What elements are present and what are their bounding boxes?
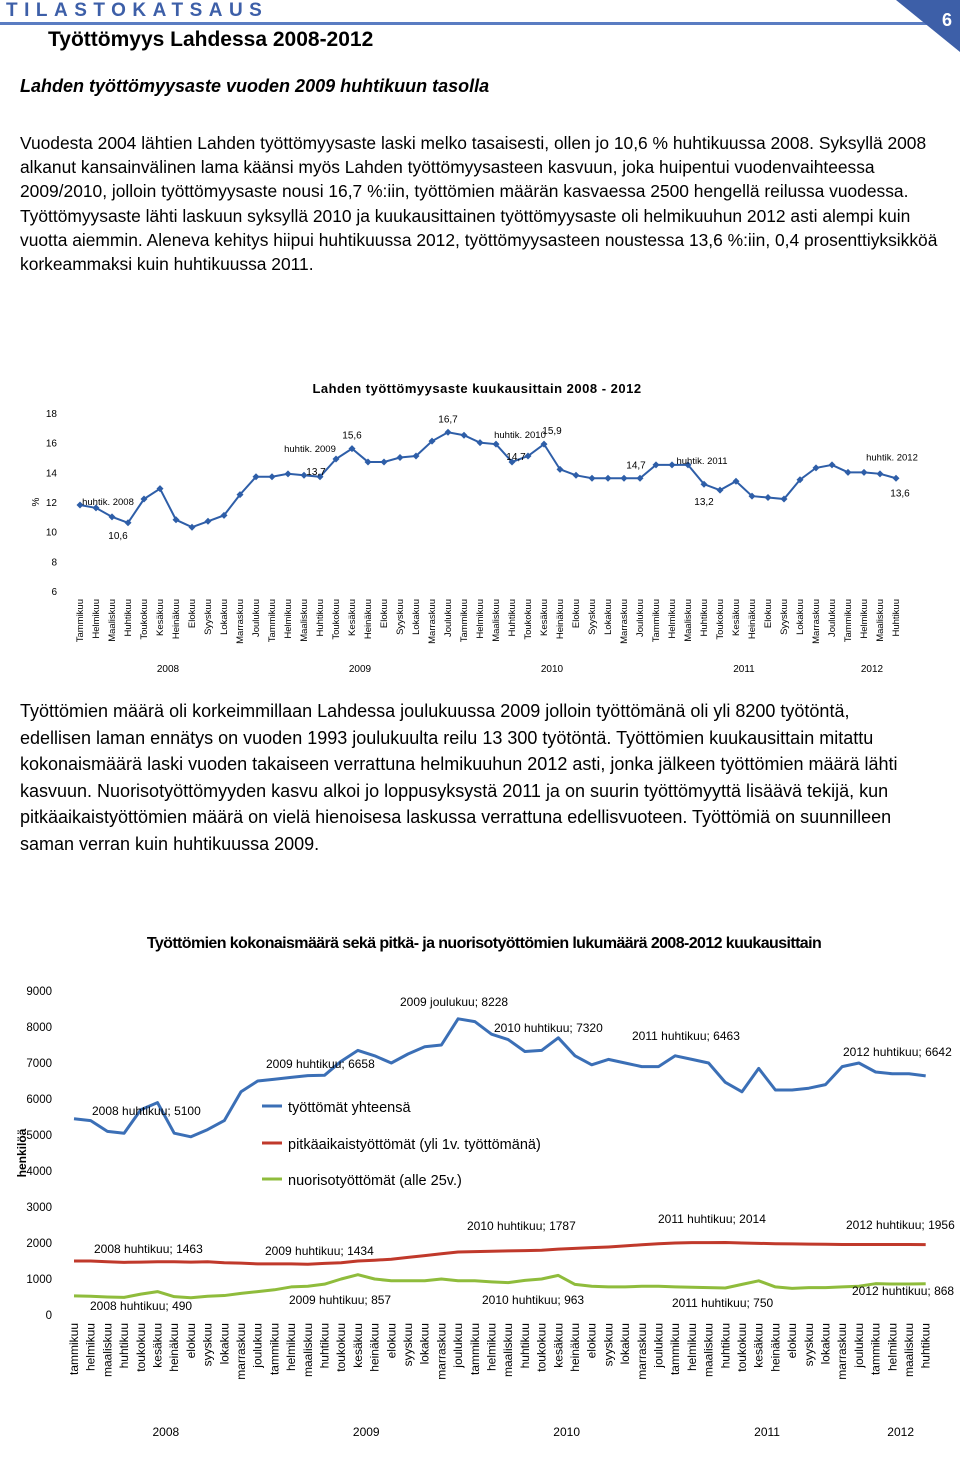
unemployment-rate-chart bbox=[0, 375, 960, 675]
month-tick-label: Joulukuu bbox=[443, 599, 454, 638]
month-tick-label: Tammikuu bbox=[843, 599, 854, 643]
month-tick-label: Tammikuu bbox=[459, 599, 470, 643]
month-tick-label: kesäkuu bbox=[150, 1323, 165, 1368]
data-callout: 2012 huhtikuu; 1956 bbox=[846, 1218, 955, 1232]
month-tick-label: helmikuu bbox=[684, 1323, 699, 1372]
data-callout: 2008 huhtikuu; 1463 bbox=[94, 1242, 203, 1256]
data-callout: 2011 huhtikuu; 2014 bbox=[658, 1212, 766, 1226]
month-tick-label: joulukuu bbox=[851, 1323, 866, 1368]
month-tick-label: heinäkuu bbox=[768, 1323, 783, 1372]
month-tick-label: Kesäkuu bbox=[539, 599, 550, 636]
y-tick-label: 8000 bbox=[26, 1022, 52, 1034]
rate-line bbox=[80, 429, 896, 527]
rate-marker bbox=[589, 475, 596, 482]
month-tick-label: Lokakuu bbox=[411, 599, 422, 635]
rate-marker bbox=[877, 470, 884, 477]
point-annotation-value: 15,6 bbox=[342, 430, 362, 442]
year-label: 2010 bbox=[540, 664, 564, 675]
y-tick-label: 9000 bbox=[26, 986, 52, 998]
legend-label: pitkäaikaistyöttömät (yli 1v. työttömänä) bbox=[288, 1137, 541, 1153]
month-tick-label: Toukokuu bbox=[715, 599, 726, 640]
month-tick-label: Syyskuu bbox=[395, 599, 406, 635]
y-tick-label: 1000 bbox=[26, 1274, 52, 1286]
point-annotation-value: 14,7 bbox=[626, 460, 646, 472]
month-tick-label: kesäkuu bbox=[751, 1323, 766, 1368]
point-annotation-value: 13,6 bbox=[890, 488, 910, 500]
y-tick-label: 10 bbox=[45, 527, 57, 539]
data-callout: 2008 huhtikuu; 490 bbox=[90, 1299, 193, 1313]
y-tick-label: 16 bbox=[45, 438, 57, 450]
rate-marker bbox=[173, 516, 180, 523]
month-tick-label: Joulukuu bbox=[251, 599, 262, 638]
month-tick-label: toukokuu bbox=[735, 1323, 749, 1372]
y-tick-label: 8 bbox=[51, 557, 57, 569]
point-annotation-value: 10,6 bbox=[108, 530, 128, 542]
month-tick-label: Tammikuu bbox=[267, 599, 278, 643]
rate-marker bbox=[845, 469, 852, 476]
month-tick-label: kesäkuu bbox=[551, 1323, 566, 1368]
data-callout: 2011 huhtikuu; 750 bbox=[672, 1296, 774, 1310]
month-tick-label: Maaliskuu bbox=[683, 599, 694, 642]
month-tick-label: Heinäkuu bbox=[747, 599, 758, 640]
month-tick-label: marraskuu bbox=[234, 1323, 248, 1380]
month-tick-label: joulukuu bbox=[651, 1323, 666, 1368]
rate-marker bbox=[397, 454, 404, 461]
point-annotation-label: huhtik. 2008 bbox=[82, 496, 134, 508]
month-tick-label: Marraskuu bbox=[619, 599, 630, 644]
series-line-0 bbox=[74, 1019, 926, 1137]
month-tick-label: Elokuu bbox=[571, 599, 582, 629]
point-annotation-value: 16,7 bbox=[438, 414, 458, 426]
y-tick-label: 4000 bbox=[26, 1166, 52, 1178]
month-tick-label: Marraskuu bbox=[235, 599, 246, 644]
y-tick-label: 12 bbox=[45, 498, 57, 509]
month-tick-label: Maaliskuu bbox=[299, 599, 310, 642]
year-label: 2010 bbox=[553, 1425, 581, 1439]
y-tick-label: 3000 bbox=[26, 1202, 52, 1214]
rate-marker bbox=[381, 458, 388, 465]
month-tick-label: Tammikuu bbox=[75, 599, 86, 643]
data-callout: 2009 huhtikuu; 857 bbox=[289, 1293, 392, 1307]
y-tick-label: 0 bbox=[45, 1310, 52, 1322]
month-tick-label: Lokakuu bbox=[603, 599, 614, 635]
month-tick-label: Huhtikuu bbox=[699, 599, 710, 637]
month-tick-label: Toukokuu bbox=[523, 599, 534, 640]
month-tick-label: syyskuu bbox=[801, 1323, 816, 1367]
month-tick-label: Helmikuu bbox=[283, 599, 294, 639]
month-tick-label: Lokakuu bbox=[219, 599, 230, 635]
y-axis-label: henkilöä bbox=[15, 1128, 29, 1178]
month-tick-label: syyskuu bbox=[401, 1323, 415, 1367]
chart-title: Työttömien kokonaismäärä sekä pitkä- ja nuorisotyöttömien lukumäärä 2008-2012 kuukausittain bbox=[146, 935, 822, 952]
month-tick-label: syyskuu bbox=[200, 1323, 215, 1367]
month-tick-label: elokuu bbox=[785, 1323, 800, 1359]
month-tick-label: tammikuu bbox=[868, 1323, 883, 1376]
month-tick-label: Helmikuu bbox=[859, 599, 870, 639]
month-tick-label: Maaliskuu bbox=[875, 599, 886, 642]
month-tick-label: Elokuu bbox=[379, 599, 390, 629]
month-tick-label: Maaliskuu bbox=[491, 599, 502, 642]
page-number: 6 bbox=[941, 10, 952, 30]
rate-marker bbox=[205, 518, 212, 525]
month-tick-label: lokakuu bbox=[217, 1323, 232, 1365]
month-tick-label: huhtikuu bbox=[117, 1323, 132, 1369]
month-tick-label: Elokuu bbox=[187, 599, 198, 629]
month-tick-label: huhtikuu bbox=[317, 1323, 332, 1369]
data-callout: 2010 huhtikuu; 963 bbox=[482, 1293, 585, 1307]
y-axis-label: % bbox=[31, 497, 42, 507]
y-tick-label: 7000 bbox=[26, 1058, 52, 1070]
rate-marker bbox=[621, 475, 628, 482]
y-tick-label: 6 bbox=[51, 587, 57, 598]
point-annotation-label: huhtik. 2010 bbox=[494, 429, 546, 441]
month-tick-label: tammikuu bbox=[67, 1323, 81, 1376]
month-tick-label: Toukokuu bbox=[331, 599, 342, 640]
year-label: 2011 bbox=[754, 1425, 780, 1439]
month-tick-label: Marraskuu bbox=[427, 599, 438, 644]
month-tick-label: Huhtikuu bbox=[891, 599, 902, 637]
month-tick-label: Kesäkuu bbox=[731, 599, 742, 636]
month-tick-label: toukokuu bbox=[133, 1323, 148, 1372]
month-tick-label: Lokakuu bbox=[795, 599, 806, 635]
month-tick-label: elokuu bbox=[384, 1323, 399, 1359]
rate-marker bbox=[861, 469, 868, 476]
month-tick-label: Joulukuu bbox=[635, 599, 646, 638]
month-tick-label: marraskuu bbox=[434, 1323, 449, 1380]
month-tick-label: helmikuu bbox=[885, 1323, 900, 1372]
rate-marker bbox=[669, 461, 676, 468]
data-callout: 2012 huhtikuu; 868 bbox=[852, 1284, 955, 1298]
month-tick-label: marraskuu bbox=[634, 1323, 649, 1380]
month-tick-label: Huhtikuu bbox=[123, 599, 134, 637]
intro-paragraph: Vuodesta 2004 lähtien Lahden työttömyysaste laski melko tasaisesti, ollen jo 10,6 % huhtikuussa 2008. Syksyllä 2008 alkanut kansainvälinen lama käänsi myös Lahden työttömyysasteen kasvuun, joka huipentui vuodenvaihteessa 2009/2010, jolloin työttömyysaste nousi 16,7 %:iin, työttömien määrän kasvaessa 2500 hengellä reilussa vuodessa. Työttömyysaste lähti laskuun syksyllä 2010 ja kuukausittainen työttömyysaste oli helmikuuhun 2012 asti alempi kuin vuotta aiemmin. Aleneva kehitys hiipui huhtikuussa 2012, työttömyysasteen noustessa 13,6 %:iin, 0,4 prosenttiyksikköä korkeammaksi kuin huhtikuussa 2011. bbox=[20, 133, 938, 275]
month-tick-label: Kesäkuu bbox=[347, 599, 358, 636]
y-tick-label: 18 bbox=[45, 409, 57, 420]
point-annotation-label: huhtik. 2012 bbox=[866, 452, 918, 464]
month-tick-label: lokakuu bbox=[618, 1323, 633, 1365]
year-label: 2008 bbox=[156, 664, 180, 675]
month-tick-label: heinäkuu bbox=[367, 1323, 382, 1372]
month-tick-label: maaliskuu bbox=[100, 1323, 115, 1378]
rate-marker bbox=[605, 475, 612, 482]
point-annotation-value: 15,9 bbox=[542, 426, 562, 438]
month-tick-label: Heinäkuu bbox=[363, 599, 374, 640]
rate-marker bbox=[461, 432, 468, 439]
month-tick-label: elokuu bbox=[584, 1323, 599, 1359]
month-tick-label: Heinäkuu bbox=[555, 599, 566, 640]
point-annotation-value: 13,2 bbox=[694, 497, 714, 509]
month-tick-label: joulukuu bbox=[250, 1323, 265, 1368]
rate-marker bbox=[893, 475, 900, 482]
month-tick-label: helmikuu bbox=[83, 1323, 98, 1372]
rate-marker bbox=[573, 472, 580, 479]
month-tick-label: Helmikuu bbox=[91, 599, 102, 639]
month-tick-label: syyskuu bbox=[601, 1323, 616, 1367]
month-tick-label: tammikuu bbox=[267, 1323, 282, 1376]
month-tick-label: Heinäkuu bbox=[171, 599, 182, 640]
month-tick-label: Kesäkuu bbox=[155, 599, 166, 636]
month-tick-label: Toukokuu bbox=[139, 599, 150, 640]
y-tick-label: 6000 bbox=[26, 1094, 52, 1106]
year-label: 2011 bbox=[733, 664, 755, 675]
month-tick-label: Helmikuu bbox=[475, 599, 486, 639]
month-tick-label: Joulukuu bbox=[827, 599, 838, 638]
legend-label: nuorisotyöttömät (alle 25v.) bbox=[288, 1173, 462, 1189]
chart-title: Lahden työttömyysaste kuukausittain 2008 - 2012 bbox=[312, 381, 642, 396]
month-tick-label: maaliskuu bbox=[701, 1323, 716, 1378]
month-tick-label: Syyskuu bbox=[203, 599, 214, 635]
data-callout: 2008 huhtikuu; 5100 bbox=[92, 1104, 201, 1118]
rate-marker bbox=[829, 461, 836, 468]
data-callout: 2010 huhtikuu; 1787 bbox=[467, 1219, 576, 1233]
month-tick-label: toukokuu bbox=[534, 1323, 549, 1372]
legend-label: työttömät yhteensä bbox=[288, 1100, 411, 1116]
month-tick-label: maaliskuu bbox=[902, 1323, 916, 1378]
data-callout: 2011 huhtikuu; 6463 bbox=[632, 1029, 740, 1043]
month-tick-label: toukokuu bbox=[334, 1323, 349, 1372]
month-tick-label: Syyskuu bbox=[779, 599, 790, 635]
point-annotation-label: huhtik. 2009 bbox=[284, 443, 336, 455]
year-label: 2008 bbox=[152, 1425, 180, 1439]
data-callout: 2009 joulukuu; 8228 bbox=[400, 995, 509, 1009]
data-callout: 2010 huhtikuu; 7320 bbox=[494, 1021, 603, 1035]
month-tick-label: Maaliskuu bbox=[107, 599, 118, 642]
point-annotation-label: huhtik. 2011 bbox=[676, 456, 728, 468]
rate-marker bbox=[477, 439, 484, 446]
month-tick-label: Marraskuu bbox=[811, 599, 822, 644]
month-tick-label: Huhtikuu bbox=[507, 599, 518, 637]
page-title: Työttömyys Lahdessa 2008-2012 bbox=[48, 28, 374, 51]
rate-marker bbox=[189, 524, 196, 531]
year-label: 2009 bbox=[352, 1425, 380, 1439]
month-tick-label: tammikuu bbox=[467, 1323, 482, 1376]
year-label: 2009 bbox=[348, 664, 372, 675]
month-tick-label: heinäkuu bbox=[568, 1323, 582, 1372]
data-callout: 2009 huhtikuu; 6658 bbox=[266, 1057, 375, 1071]
year-label: 2012 bbox=[860, 664, 884, 675]
month-tick-label: Elokuu bbox=[763, 599, 774, 629]
month-tick-label: huhtikuu bbox=[718, 1323, 733, 1369]
data-callout: 2012 huhtikuu; 6642 bbox=[843, 1045, 952, 1059]
y-tick-label: 5000 bbox=[26, 1130, 52, 1142]
month-tick-label: Huhtikuu bbox=[315, 599, 326, 637]
month-tick-label: lokakuu bbox=[818, 1323, 833, 1365]
body-paragraph: Työttömien määrä oli korkeimmillaan Lahdessa joulukuussa 2009 jolloin työttömänä oli yli 8200 työtöntä, edellisen laman ennätys on vuoden 1993 joulukuulta reilu 13 300 työtöntä. Työttömien kuukausittain mitattu kokonaismäärä laski vuoden takaiseen verrattuna helmikuuhun 2012 asti, jonka jälkeen työttömien määrä lähti kasvuun. Nuorisotyöttömyyden kasvu alkoi jo loppusyksystä 2011 ja on suurin työttömyyttä lisäävä tekijä, kun pitkäaikaistyöttömien määrä on vielä hienoisesa laskussa verrattuna edellisvuoteen. Työttömiä on suunnilleen saman verran kuin huhtikuussa 2009. bbox=[20, 701, 898, 854]
month-tick-label: Tammikuu bbox=[651, 599, 662, 643]
y-tick-label: 2000 bbox=[26, 1238, 52, 1250]
month-tick-label: maaliskuu bbox=[501, 1323, 516, 1378]
rate-marker bbox=[269, 473, 276, 480]
unemployed-count-chart bbox=[0, 925, 960, 1470]
month-tick-label: helmikuu bbox=[284, 1323, 299, 1372]
year-label: 2012 bbox=[887, 1425, 915, 1439]
month-tick-label: joulukuu bbox=[451, 1323, 466, 1368]
publication-brand: TILASTOKATSAUS bbox=[6, 0, 269, 21]
month-tick-label: kesäkuu bbox=[350, 1323, 365, 1368]
month-tick-label: helmikuu bbox=[484, 1323, 499, 1372]
month-tick-label: huhtikuu bbox=[517, 1323, 532, 1369]
month-tick-label: maaliskuu bbox=[300, 1323, 315, 1378]
rate-marker bbox=[765, 494, 772, 501]
month-tick-label: tammikuu bbox=[668, 1323, 683, 1376]
month-tick-label: marraskuu bbox=[835, 1323, 850, 1380]
month-tick-label: Syyskuu bbox=[587, 599, 598, 635]
month-tick-label: Helmikuu bbox=[667, 599, 678, 639]
point-annotation-value: 13,7 bbox=[306, 466, 326, 478]
month-tick-label: elokuu bbox=[183, 1323, 198, 1359]
y-tick-label: 14 bbox=[45, 468, 57, 480]
month-tick-label: huhtikuu bbox=[918, 1323, 933, 1369]
section-subtitle: Lahden työttömyysaste vuoden 2009 huhtikuun tasolla bbox=[20, 76, 490, 96]
month-tick-label: lokakuu bbox=[417, 1323, 432, 1365]
data-callout: 2009 huhtikuu; 1434 bbox=[265, 1244, 374, 1258]
month-tick-label: heinäkuu bbox=[167, 1323, 182, 1372]
point-annotation-value: 14,7 bbox=[506, 451, 526, 463]
header-rule bbox=[0, 22, 960, 25]
rate-marker bbox=[285, 470, 292, 477]
